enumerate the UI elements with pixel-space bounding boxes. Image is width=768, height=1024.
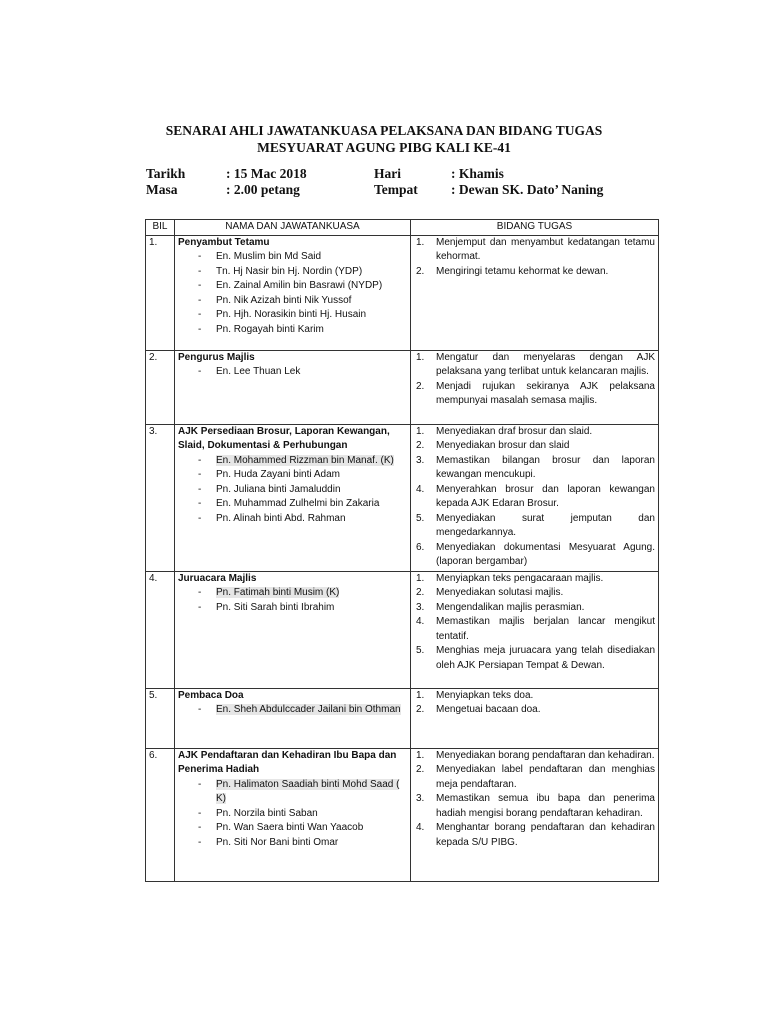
task-item: 3. Mengendalikan majlis perasmian. (416, 601, 585, 613)
row-number: 3. (146, 424, 175, 571)
table-row (146, 350, 659, 424)
member-item: - En. Lee Thuan Lek (198, 365, 407, 380)
task-item: 1. Mengatur dan menyelaras dengan AJK pelaksana yang terlibat untuk kelancaran majlis. (416, 351, 655, 377)
task-list (414, 689, 655, 718)
member-item: - Pn. Hjh. Norasikin binti Hj. Husain (198, 308, 407, 323)
member-item: - Pn. Wan Saera binti Wan Yaacob (198, 821, 407, 836)
row-number: 1. (146, 235, 175, 350)
task-item: 3. Memastikan bilangan brosur dan laporan kewangan mencukupi. (416, 454, 655, 480)
member-list (178, 365, 407, 380)
table-header-row (146, 220, 659, 236)
committee-cell (175, 571, 411, 688)
tasks-cell (411, 424, 659, 571)
tasks-cell (411, 350, 659, 424)
hari-label: Hari (374, 166, 401, 181)
member-item: - Pn. Fatimah binti Musim (K) (198, 586, 407, 601)
tarikh-value: : 15 Mac 2018 (226, 166, 307, 181)
member-list (178, 703, 407, 718)
row-number: 2. (146, 350, 175, 424)
member-item: - En. Muslim bin Md Said (198, 250, 407, 265)
committee-name: Juruacara Majlis (178, 572, 257, 584)
member-item: - En. Zainal Amilin bin Basrawi (NYDP) (198, 279, 407, 294)
task-list (414, 749, 655, 851)
member-list (178, 454, 407, 527)
task-item: 3. Memastikan semua ibu bapa dan penerima hadiah mengisi borang pendaftaran kehadiran. (416, 793, 655, 819)
committee-name: Pembaca Doa (178, 689, 244, 701)
tasks-cell (411, 688, 659, 748)
task-list (414, 351, 655, 409)
row-number: 5. (146, 688, 175, 748)
row-number: 6. (146, 748, 175, 881)
member-item: - En. Muhammad Zulhelmi bin Zakaria (198, 497, 407, 512)
masa-label: Masa (146, 182, 178, 197)
committee-name: AJK Pendaftaran dan Kehadiran Ibu Bapa dan Penerima Hadiah (178, 749, 397, 775)
member-item: - Pn. Rogayah binti Karim (198, 323, 407, 338)
member-item: - Pn. Alinah binti Abd. Rahman (198, 512, 407, 527)
masa-value: : 2.00 petang (226, 182, 300, 197)
member-item: - Tn. Hj Nasir bin Hj. Nordin (YDP) (198, 265, 407, 280)
committee-table (145, 219, 659, 882)
member-item: - Pn. Siti Nor Bani binti Omar (198, 836, 407, 851)
table-row (146, 424, 659, 571)
header-bil: BIL (146, 220, 175, 236)
member-item: - Pn. Huda Zayani binti Adam (198, 468, 407, 483)
committee-cell (175, 235, 411, 350)
member-list (178, 778, 407, 851)
table-body (146, 235, 659, 881)
document-title: SENARAI AHLI JAWATANKUASA PELAKSANA DAN BIDANG TUGAS (165, 123, 603, 138)
member-list (178, 586, 407, 615)
task-item: 1. Menjemput dan menyambut kedatangan tetamu kehormat. (416, 236, 655, 262)
task-item: 2. Mengetuai bacaan doa. (416, 704, 541, 715)
member-item: - Pn. Norzila binti Saban (198, 807, 407, 822)
row-number: 4. (146, 571, 175, 688)
task-list (414, 425, 655, 570)
task-item: 4. Memastikan majlis berjalan lancar mengikut tentatif. (416, 616, 655, 642)
member-item: - Pn. Siti Sarah binti Ibrahim (198, 601, 407, 616)
task-item: 2. Menjadi rujukan sekiranya AJK pelaksana mempunyai masalah semasa majlis. (416, 380, 655, 406)
tempat-label: Tempat (374, 182, 418, 197)
table-row (146, 571, 659, 688)
committee-cell (175, 350, 411, 424)
member-item: - Pn. Nik Azizah binti Nik Yussof (198, 294, 407, 309)
committee-cell (175, 424, 411, 571)
task-list (414, 572, 655, 674)
task-item: 1. Menyiapkan teks pengacaraan majlis. (416, 572, 604, 584)
task-item: 1. Menyediakan borang pendaftaran dan kehadiran. (416, 749, 655, 761)
tarikh-label: Tarikh (146, 166, 186, 181)
header-nama: NAMA DAN JAWATANKUASA (175, 220, 411, 236)
task-item: 5. Menghias meja juruacara yang telah disediakan oleh AJK Persiapan Tempat & Dewan. (416, 645, 655, 671)
committee-name: AJK Persediaan Brosur, Laporan Kewangan, Slaid, Dokumentasi & Perhubungan (178, 425, 390, 451)
task-item: 2. Menyediakan label pendaftaran dan menghias meja pendaftaran. (416, 764, 655, 790)
task-item: 2. Menyediakan brosur dan slaid (416, 440, 570, 451)
task-item: 2. Menyediakan solutasi majlis. (416, 587, 564, 598)
hari-value: : Khamis (451, 166, 504, 181)
committee-name: Penyambut Tetamu (178, 236, 270, 248)
header-bidang: BIDANG TUGAS (411, 220, 659, 236)
table-row (146, 235, 659, 350)
table-row (146, 688, 659, 748)
task-item: 4. Menghantar borang pendaftaran dan kehadiran kepada S/U PIBG. (416, 822, 655, 848)
task-item: 2. Mengiringi tetamu kehormat ke dewan. (416, 265, 609, 277)
task-item: 1. Menyiapkan teks doa. (416, 689, 534, 701)
tasks-cell (411, 748, 659, 881)
member-item: - Pn. Juliana binti Jamaluddin (198, 483, 407, 498)
committee-cell (175, 688, 411, 748)
member-list (178, 250, 407, 337)
member-item: - Pn. Halimaton Saadiah binti Mohd Saad ( K) (198, 778, 407, 807)
task-item: 4. Menyerahkan brosur dan laporan kewangan kepada AJK Edaran Brosur. (416, 483, 655, 509)
task-item: 6. Menyediakan dokumentasi Mesyuarat Agung. (laporan bergambar) (416, 541, 655, 567)
task-item: 1. Menyediakan draf brosur dan slaid. (416, 425, 593, 437)
task-list (414, 236, 655, 280)
committee-cell (175, 748, 411, 881)
member-item: - En. Mohammed Rizzman bin Manaf. (K) (198, 454, 407, 469)
tasks-cell (411, 571, 659, 688)
table-row (146, 748, 659, 881)
tempat-value: : Dewan SK. Dato’ Naning (451, 182, 604, 197)
task-item: 5. Menyediakan surat jemputan dan mengedarkannya. (416, 512, 655, 538)
tasks-cell (411, 235, 659, 350)
committee-name: Pengurus Majlis (178, 351, 255, 363)
member-item: - En. Sheh Abdulccader Jailani bin Othman (198, 703, 407, 718)
document-subtitle: MESYUARAT AGUNG PIBG KALI KE-41 (257, 140, 511, 155)
